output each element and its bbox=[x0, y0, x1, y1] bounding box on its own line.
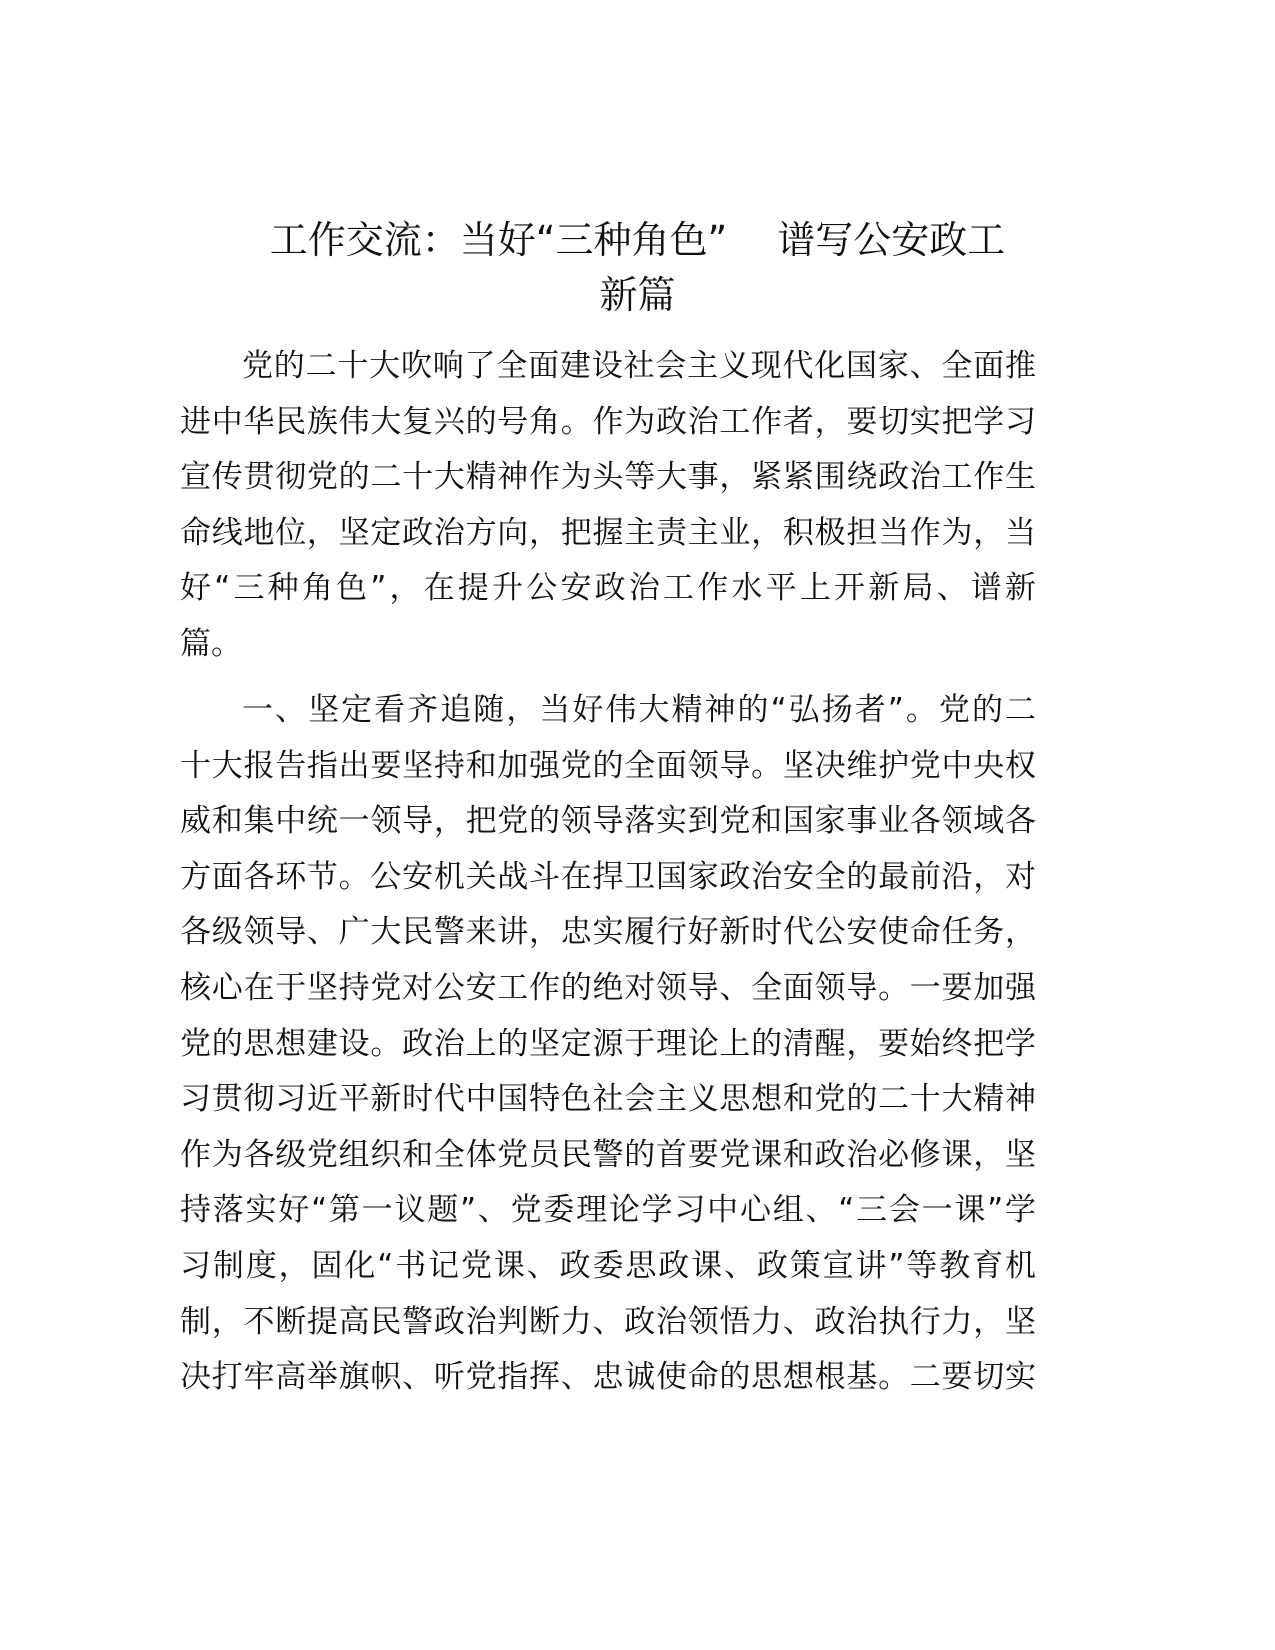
text-line: 核心在于坚持党对公安工作的绝对领导、全面领导。一要加强 bbox=[180, 969, 1036, 1006]
text-line: 命线地位，坚定政治方向，把握主责主业，积极担当作为，当 bbox=[180, 514, 1036, 551]
document-title-line-2: 新篇 bbox=[599, 273, 676, 317]
text-line: 好“三种角色”，在提升公安政治工作水平上开新局、谱新 bbox=[180, 570, 1036, 607]
text-line: 习贯彻习近平新时代中国特色社会主义思想和党的二十大精神 bbox=[180, 1081, 1036, 1118]
text-line: 制，不断提高民警政治判断力、政治领悟力、政治执行力，坚 bbox=[180, 1303, 1036, 1340]
text-line: 作为各级党组织和全体党员民警的首要党课和政治必修课，坚 bbox=[180, 1136, 1036, 1173]
text-line: 各级领导、广大民警来讲，忠实履行好新时代公安使命任务， bbox=[180, 914, 1036, 951]
paragraph-intro bbox=[180, 339, 1036, 673]
text-line: 一、坚定看齐追随，当好伟大精神的“弘扬者”。党的二 bbox=[242, 692, 1036, 728]
text-line: 篇。 bbox=[180, 625, 242, 662]
paragraph-section-1 bbox=[180, 683, 1036, 1406]
text-line: 威和集中统一领导，把党的领导落实到党和国家事业各领域各 bbox=[180, 803, 1036, 840]
text-line: 决打牢高举旗帜、听党指挥、忠诚使命的思想根基。二要切实 bbox=[180, 1359, 1036, 1396]
text-line: 十大报告指出要坚持和加强党的全面领导。坚决维护党中央权 bbox=[180, 747, 1036, 784]
text-line: 党的思想建设。政治上的坚定源于理论上的清醒，要始终把学 bbox=[180, 1025, 1036, 1062]
text-line: 方面各环节。公安机关战斗在捍卫国家政治安全的最前沿，对 bbox=[180, 858, 1036, 895]
text-line: 持落实好“第一议题”、党委理论学习中心组、“三会一课”学 bbox=[180, 1192, 1036, 1229]
text-line: 宣传贯彻党的二十大精神作为头等大事，紧紧围绕政治工作生 bbox=[180, 459, 1036, 496]
text-line: 习制度，固化“书记党课、政委思政课、政策宣讲”等教育机 bbox=[180, 1247, 1036, 1284]
text-line: 党的二十大吹响了全面建设社会主义现代化国家、全面推 bbox=[242, 348, 1036, 384]
text-line: 进中华民族伟大复兴的号角。作为政治工作者，要切实把学习 bbox=[180, 403, 1036, 440]
document-title-line-1: 工作交流：当好“三种角色” 谱写公安政工 bbox=[269, 218, 1006, 262]
